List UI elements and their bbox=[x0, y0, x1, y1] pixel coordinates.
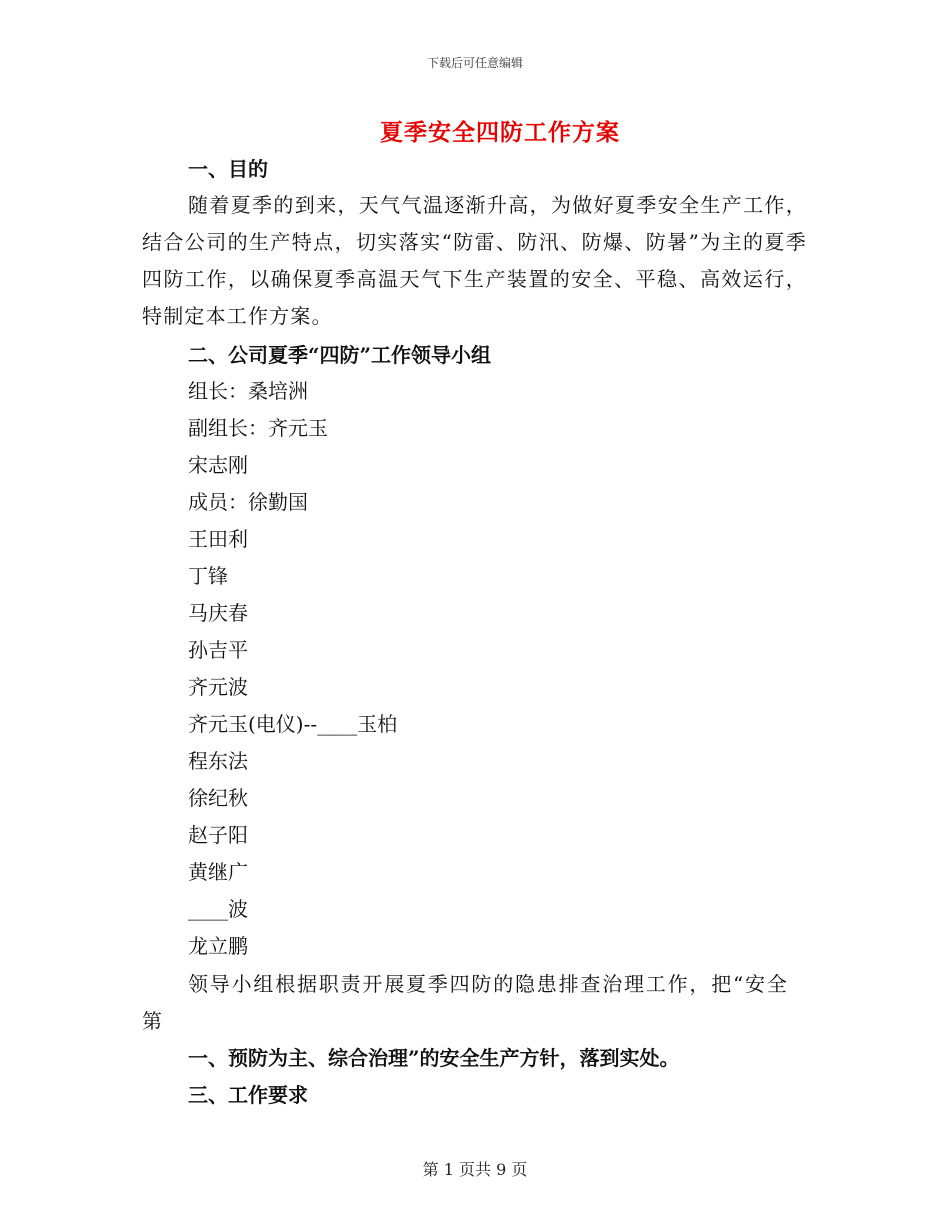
section-1-paragraph: 随着夏季的到来，天气气温逐渐升高，为做好夏季安全生产工作，结合公司的生产特点，切实落实“防雷、防汛、防爆、防暑”为主的夏季四防工作，以确保夏季高温天气下生产装置的安全、平稳、高效运行，特制定本工作方案。 bbox=[142, 193, 807, 328]
member-line: 齐元玉(电仪)--____玉柏 bbox=[188, 712, 398, 736]
member-line: 王田利 bbox=[188, 527, 248, 551]
member-line: 成员：徐勤国 bbox=[188, 490, 308, 514]
policy-line: 一、预防为主、综合治理”的安全生产方针，落到实处。 bbox=[188, 1046, 680, 1070]
member-line: 副组长：齐元玉 bbox=[188, 416, 328, 440]
leadership-paragraph: 领导小组根据职责开展夏季四防的隐患排查治理工作，把“安全第 bbox=[142, 972, 789, 1033]
member-line: ____波 bbox=[188, 897, 248, 921]
member-line: 丁锋 bbox=[188, 564, 228, 588]
member-line: 组长：桑培洲 bbox=[188, 379, 308, 403]
section-2-heading: 二、公司夏季“四防”工作领导小组 bbox=[188, 343, 492, 367]
member-line: 宋志刚 bbox=[188, 453, 248, 477]
section-3-heading: 三、工作要求 bbox=[188, 1083, 308, 1107]
section-1-heading: 一、目的 bbox=[188, 157, 268, 181]
member-line: 齐元波 bbox=[188, 675, 248, 699]
page-footer: 第 1 页共 9 页 bbox=[422, 1160, 528, 1179]
member-line: 程东法 bbox=[188, 749, 248, 773]
member-line: 徐纪秋 bbox=[188, 786, 248, 810]
member-line: 黄继广 bbox=[188, 860, 248, 884]
member-line: 龙立鹏 bbox=[188, 934, 248, 958]
member-line: 孙吉平 bbox=[188, 638, 248, 662]
header-note: 下载后可任意编辑 bbox=[426, 56, 523, 70]
member-line: 马庆春 bbox=[188, 601, 248, 625]
document-title: 夏季安全四防工作方案 bbox=[380, 119, 620, 146]
member-line: 赵子阳 bbox=[188, 823, 248, 847]
